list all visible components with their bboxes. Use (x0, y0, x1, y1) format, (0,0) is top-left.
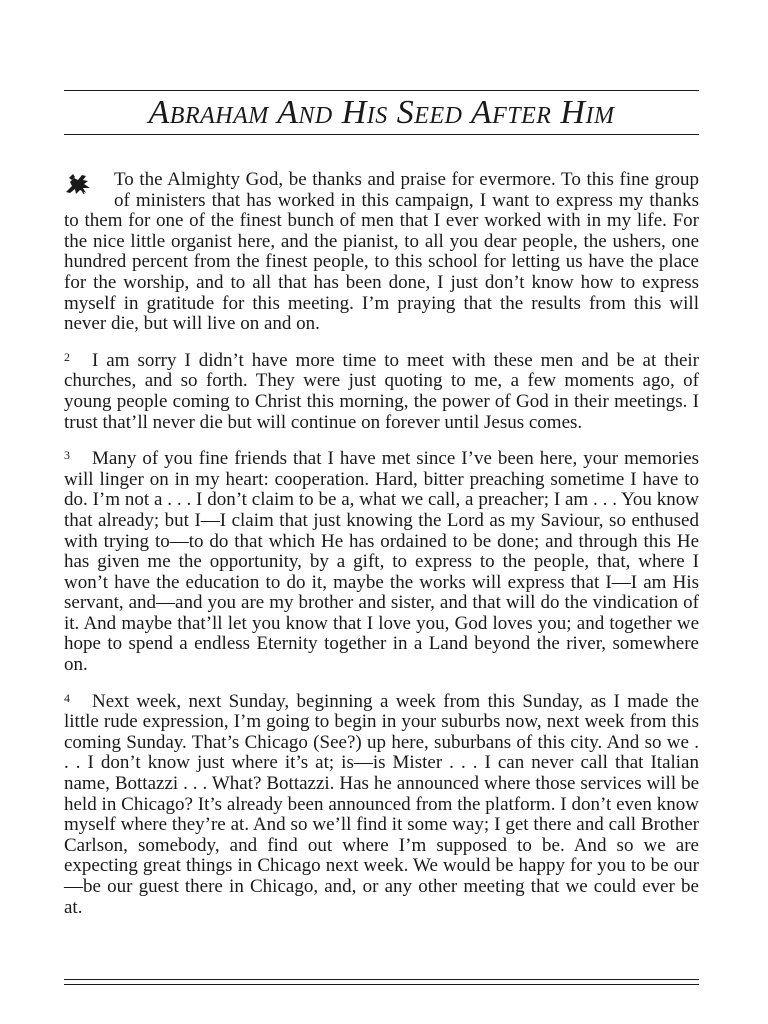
paragraph-number: 2 (64, 349, 70, 364)
document-body (64, 170, 699, 930)
title-bottom-rule (64, 134, 699, 135)
document-page (64, 0, 699, 1024)
paragraph-1 (64, 170, 699, 335)
eagle-icon (64, 172, 92, 196)
paragraph-text: Many of you fine friends that I have met since I’ve been here, your memories will linger on in my heart: cooperation. Hard, bitter preaching sometime I have to do. I’m not a . . . I don’t claim to be a, what we call, a preacher; I am . . . You know that already; but I—I claim that just knowing the Lord as my Saviour, so enthused with trying to—to do that which He has ordained to be done; and through this He has given me the opportunity, by a gift, to express to the people, that, where I won’t have the education to do it, maybe the works will express that I—I am His servant, and—and you are my brother and sister, and that will do the vindication of it. And maybe that’ll let you know that I love you, God loves you; and together we hope to spend a endless Eternity together in a Land beyond the river, somewhere on. (64, 448, 699, 676)
paragraph-number: 4 (64, 690, 70, 705)
paragraph-3 (64, 445, 699, 676)
paragraph-2 (64, 347, 699, 433)
paragraph-text: To the Almighty God, be thanks and praise for evermore. To this fine group of ministers that has worked in this campaign, I want to express my thanks to them for one of the finest bunch of men that I ever worked with in my life. For the nice little organist here, and the pianist, to all you dear people, the ushers, one hundred percent from the finest people, to this school for letting us have the place for the worship, and to all that has been done, I just don’t know how to express myself in gratitude for this meeting. I’m praying that the results from this will never die, but will live on and on. (64, 169, 699, 335)
paragraph-text: Next week, next Sunday, beginning a week from this Sunday, as I made the little rude expression, I’m going to begin in your suburbs now, next week from this coming Sunday. That’s Chicago (See?) up here, suburbans of this city. And so we . . . I don’t know just where it’s at; is—is Mister . . . I can never call that Italian name, Bottazzi . . . What? Bottazzi. Has he announced where those services will be held in Chicago? It’s already been announced from the platform. I don’t even know myself where they’re at. And so we’ll find it some way; I get there and call Brother Carlson, somebody, and find out where I’m supposed to be. And so we are expecting great things in Chicago next week. We would be happy for you to be our—be our guest there in Chicago, and, or any other meeting that we could ever be at. (64, 690, 699, 918)
paragraph-text: I am sorry I didn’t have more time to meet with these men and be at their churches, and so forth. They were just quoting to me, a few moments ago, of young people coming to Christ this morning, the power of God in their meetings. I trust that’ll never die but will continue on forever until Jesus comes. (64, 349, 699, 433)
document-title: Abraham And His Seed After Him (148, 94, 615, 131)
title-top-rule (64, 90, 699, 91)
paragraph-4 (64, 688, 699, 919)
footer-rule-lower (64, 984, 699, 985)
footer-rule-upper (64, 979, 699, 980)
paragraph-number: 3 (64, 448, 70, 463)
